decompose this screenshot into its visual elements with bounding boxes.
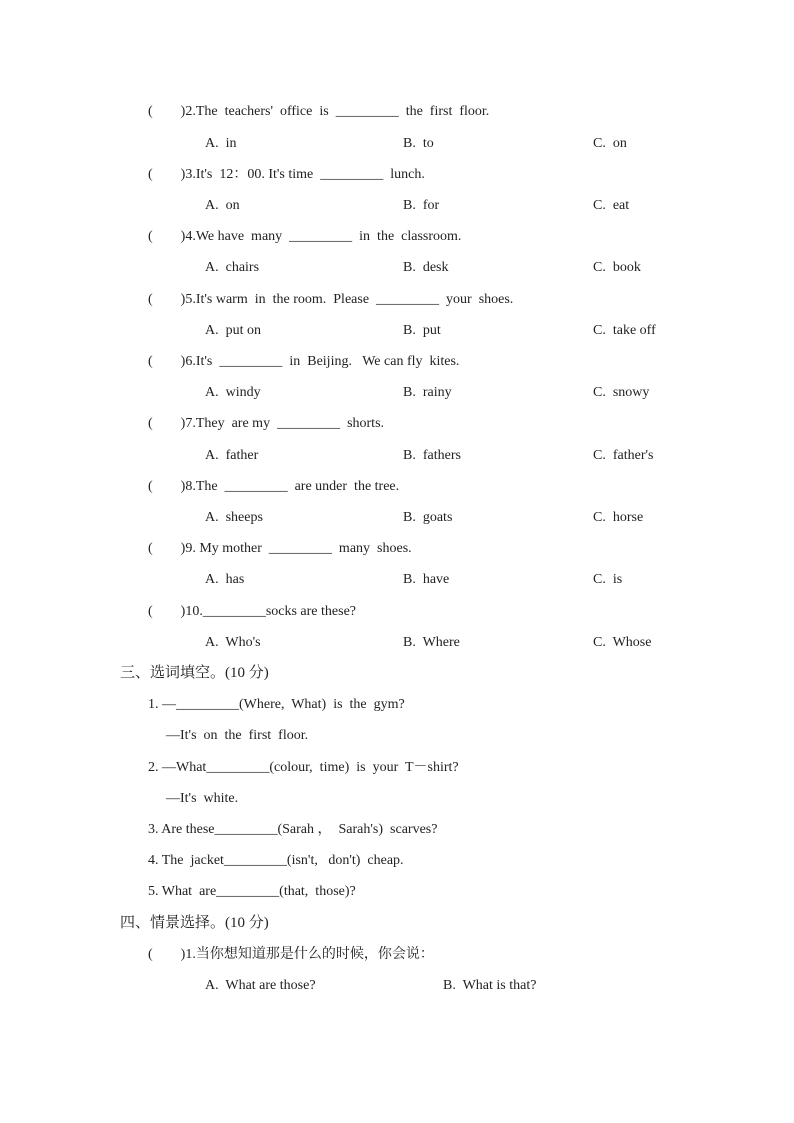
situation-question-1-stem: ( )1.当你想知道那是什么的时候，你会说： xyxy=(148,947,434,962)
question-8-option-b: B. goats xyxy=(403,510,453,525)
question-8-option-c: C. horse xyxy=(593,510,644,525)
question-9-option-b: B. have xyxy=(403,572,450,587)
fill-question-2-reply: —It's white. xyxy=(166,791,239,806)
question-2-stem: ( )2.The teachers' office is _________ the first floor. xyxy=(148,104,490,119)
question-10-stem: ( )10._________socks are these? xyxy=(148,604,357,619)
question-10-option-a: A. Who's xyxy=(205,635,261,650)
fill-question-3: 3. Are these_________(Sarah ， Sarah's) scarves? xyxy=(148,822,438,837)
question-10-option-b: B. Where xyxy=(403,635,460,650)
question-7-stem: ( )7.They are my _________ shorts. xyxy=(148,416,385,431)
question-9-option-c: C. is xyxy=(593,572,623,587)
question-3-option-a: A. on xyxy=(205,198,240,213)
fill-question-5: 5. What are_________(that, those)? xyxy=(148,884,356,899)
situation-question-1-option-b: B. What is that? xyxy=(443,978,537,993)
question-7-option-c: C. father's xyxy=(593,448,654,463)
question-5-option-b: B. put xyxy=(403,323,441,338)
question-2-option-b: B. to xyxy=(403,136,434,151)
question-6-stem: ( )6.It's _________ in Beijing. We can fly kites. xyxy=(148,354,460,369)
question-2-option-a: A. in xyxy=(205,136,237,151)
question-2-option-c: C. on xyxy=(593,136,627,151)
fill-question-1-reply: —It's on the first floor. xyxy=(166,728,309,743)
question-5-stem: ( )5.It's warm in the room. Please _________ your shoes. xyxy=(148,292,514,307)
question-8-stem: ( )8.The _________ are under the tree. xyxy=(148,479,400,494)
question-7-option-b: B. fathers xyxy=(403,448,461,463)
question-9-stem: ( )9. My mother _________ many shoes. xyxy=(148,541,412,556)
question-4-option-c: C. book xyxy=(593,260,641,275)
question-6-option-b: B. rainy xyxy=(403,385,452,400)
section-3-heading: 三、选词填空。(10 分) xyxy=(120,665,269,681)
question-3-option-b: B. for xyxy=(403,198,440,213)
question-10-option-c: C. Whose xyxy=(593,635,652,650)
question-8-option-a: A. sheeps xyxy=(205,510,263,525)
question-4-option-a: A. chairs xyxy=(205,260,260,275)
question-9-option-a: A. has xyxy=(205,572,245,587)
question-5-option-a: A. put on xyxy=(205,323,261,338)
fill-question-2: 2. —What_________(colour, time) is your T－shirt? xyxy=(148,760,459,775)
question-6-option-a: A. windy xyxy=(205,385,261,400)
question-7-option-a: A. father xyxy=(205,448,259,463)
fill-question-4: 4. The jacket_________(isn't, don't) cheap. xyxy=(148,853,404,868)
question-4-stem: ( )4.We have many _________ in the classroom. xyxy=(148,229,462,244)
question-3-stem: ( )3.It's 12：00. It's time _________ lunch. xyxy=(148,167,425,182)
question-5-option-c: C. take off xyxy=(593,323,656,338)
situation-question-1-option-a: A. What are those? xyxy=(205,978,316,993)
question-4-option-b: B. desk xyxy=(403,260,449,275)
section-4-heading: 四、情景选择。(10 分) xyxy=(120,915,269,931)
question-6-option-c: C. snowy xyxy=(593,385,650,400)
question-3-option-c: C. eat xyxy=(593,198,630,213)
fill-question-1: 1. —_________(Where, What) is the gym? xyxy=(148,697,405,712)
